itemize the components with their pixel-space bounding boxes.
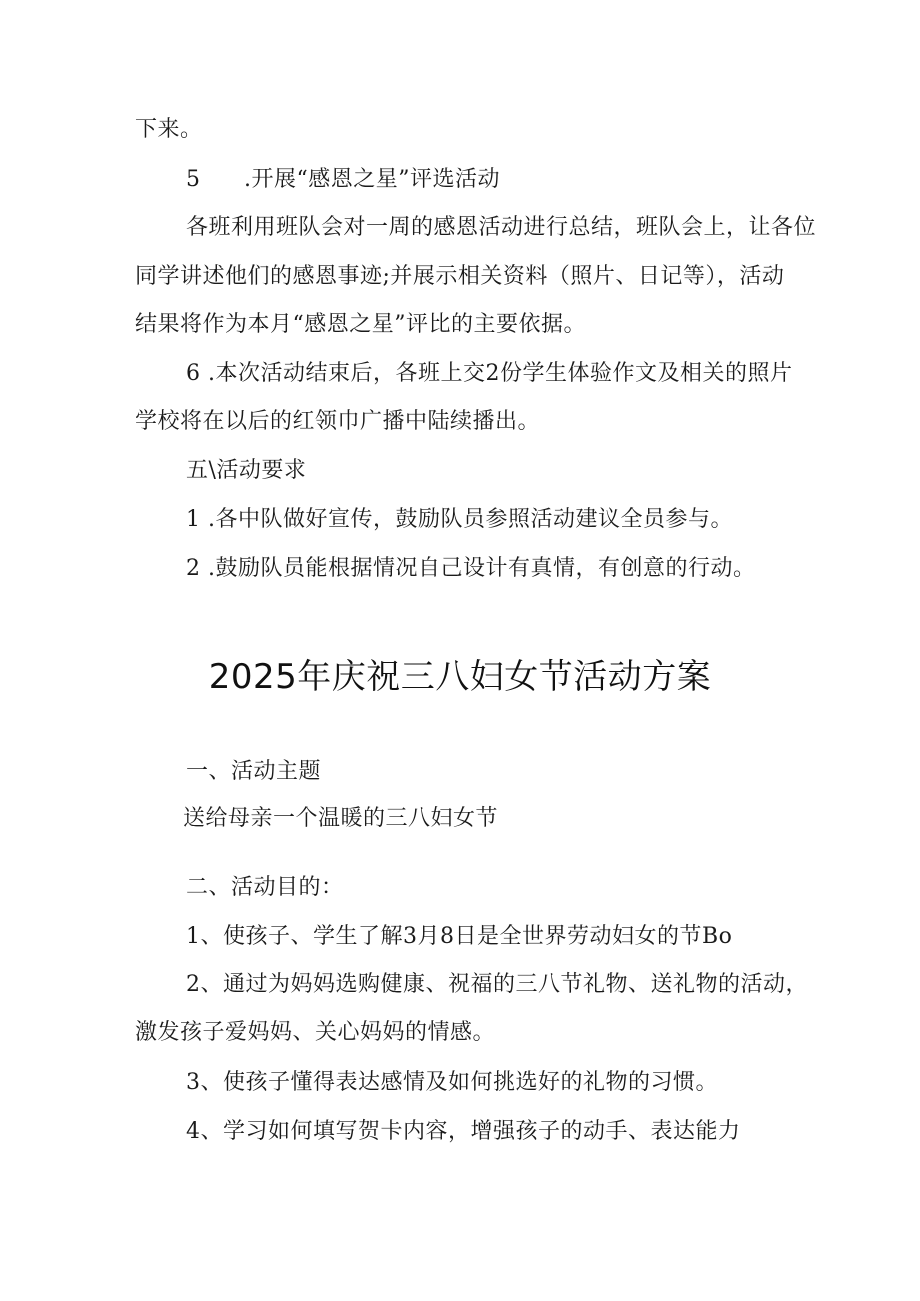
goal-item-3: 3、使孩子懂得表达感情及如何挑选好的礼物的习惯。 (186, 1070, 718, 1095)
paragraph-line: 结果将作为本月“感恩之星”评比的主要依据。 (135, 312, 586, 337)
list-item-6: 6 .本次活动结束后，各班上交2份学生体验作文及相关的照片 (186, 361, 793, 386)
section-heading: 一、活动主题 (186, 759, 322, 784)
list-item-text: .开展“感恩之星”评选活动 (244, 167, 500, 192)
list-item-2: 2 .鼓励队员能根据情况自己设计有真情，有创意的行动。 (186, 556, 756, 581)
theme-text: 送给母亲一个温暖的三八妇女节 (183, 806, 499, 831)
paragraph-line: 同学讲述他们的感恩事迹;并展示相关资料（照片、日记等），活动 (135, 264, 785, 289)
document-title: 2025年庆祝三八妇女节活动方案 (208, 657, 712, 697)
goal-item-2: 2、通过为妈妈选购健康、祝福的三八节礼物、送礼物的活动， (186, 972, 808, 997)
paragraph-continuation: 下来。 (135, 117, 203, 142)
goal-item-4: 4、学习如何填写贺卡内容，增强孩子的动手、表达能力 (186, 1119, 741, 1144)
list-number: 5 (186, 167, 201, 192)
paragraph-line: 学校将在以后的红领巾广播中陆续播出。 (135, 409, 541, 434)
goal-item-1: 1、使孩子、学生了解3月8日是全世界劳动妇女的节Bo (186, 924, 733, 949)
list-item-5 (186, 165, 500, 195)
paragraph-line: 各班利用班队会对一周的感恩活动进行总结，班队会上，让各位 (186, 215, 817, 240)
section-heading: 五\活动要求 (186, 458, 307, 483)
list-item-1: 1 .各中队做好宣传，鼓励队员参照活动建议全员参与。 (186, 507, 733, 532)
paragraph-line: 激发孩子爱妈妈、关心妈妈的情感。 (135, 1020, 496, 1045)
section-heading: 二、活动目的： (186, 875, 344, 900)
